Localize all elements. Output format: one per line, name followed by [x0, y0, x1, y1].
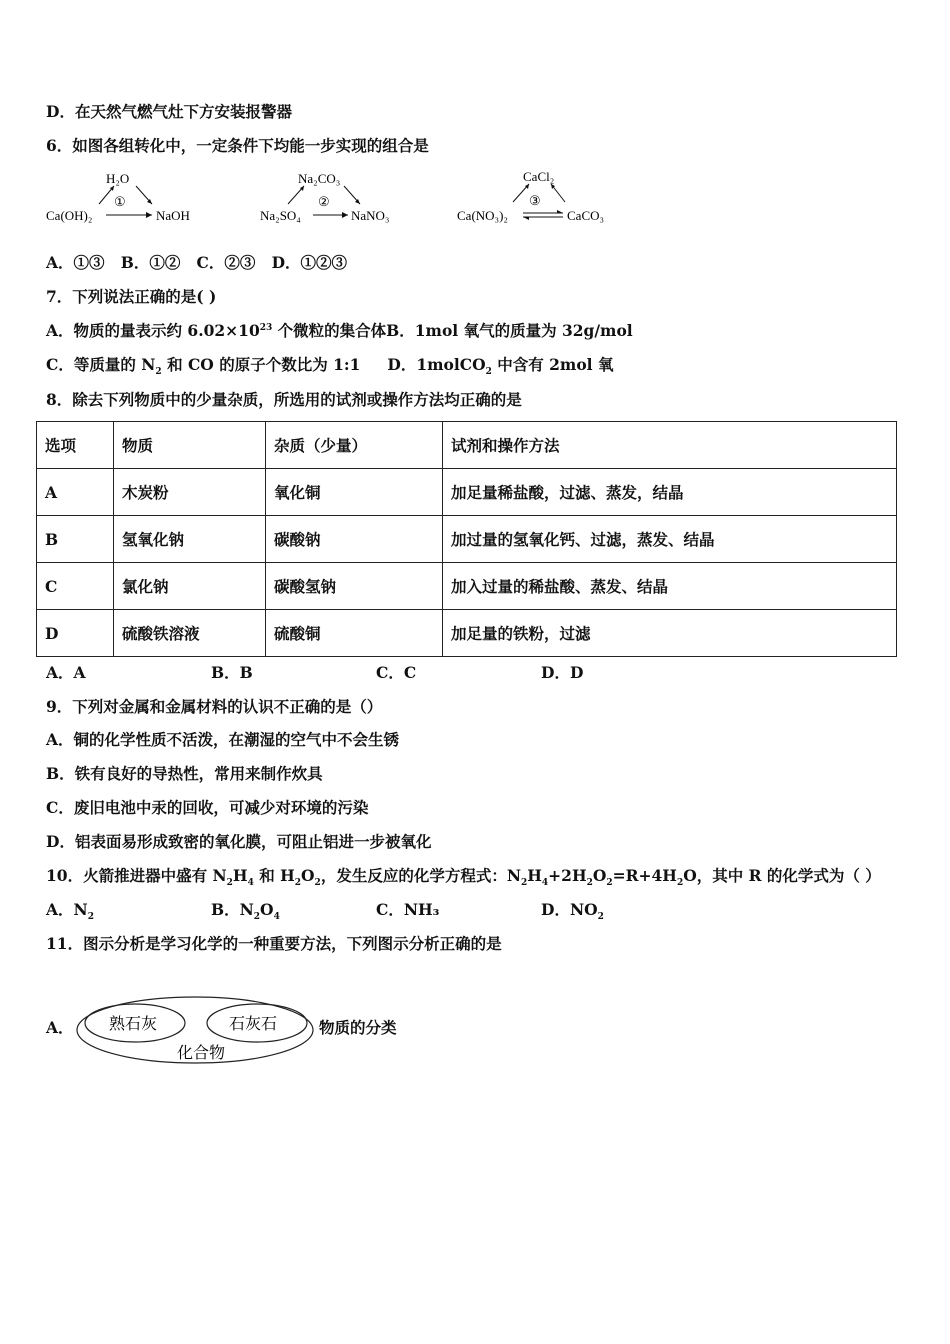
q10-option-d[interactable]: D．$NO_2$ [541, 900, 604, 923]
table-row [37, 469, 897, 516]
table-cell: 加足量稀盐酸，过滤、蒸发，结晶 [443, 469, 897, 516]
header-cell: 选项 [37, 422, 114, 469]
d3-num: ③ [529, 193, 541, 208]
table-cell: 加过量的氢氧化钙、过滤，蒸发、结晶 [443, 516, 897, 563]
q11-venn-diagram [74, 994, 320, 1070]
q7-stem: 7．下列说法正确的是( ) [46, 287, 217, 306]
d3-top: CaCl₂ [523, 169, 555, 184]
q7-options-ab [46, 321, 633, 341]
table-cell: A [37, 469, 114, 516]
d2-left: Na₂SO₄ [260, 208, 301, 223]
q10-option-a[interactable]: A．$N_2$ [46, 900, 94, 923]
table-row [37, 516, 897, 563]
q6-diagram-1 [44, 166, 214, 234]
header-cell: 杂质（少量） [266, 422, 443, 469]
q10-stem: 10．火箭推进器中盛有 $N_2H_4$ 和 $H_2O_2$，发生反应的化学方程式：$N_2H_4+2H_2O_2=R+4H_2O$，其中 R 的化学式为（ ） [46, 866, 881, 889]
table-cell: 碳酸钠 [266, 516, 443, 563]
table-cell: 氯化钠 [114, 563, 266, 610]
q9-option-d[interactable]: D．铝表面易形成致密的氧化膜，可阻止铝进一步被氧化 [46, 832, 432, 851]
d1-num: ① [114, 194, 126, 209]
header-cell: 物质 [114, 422, 266, 469]
table-header-row [37, 422, 897, 469]
q11-stem: 11．图示分析是学习化学的一种重要方法，下列图示分析正确的是 [46, 934, 502, 953]
q8-option-b[interactable]: B．B [211, 663, 253, 682]
q10-option-c[interactable]: C．NH₃ [376, 900, 440, 919]
inner-right-label: 石灰石 [229, 1014, 278, 1033]
table-cell: B [37, 516, 114, 563]
table-cell: D [37, 610, 114, 657]
d1-top: H₂O [106, 171, 130, 186]
d1-left: Ca(OH)₂ [46, 208, 93, 223]
q7-option-c[interactable]: C．等质量的 $N_2$ 和 CO 的原子个数比为 1:1 [46, 355, 361, 378]
q7-option-a[interactable]: A．物质的量表示约 $6.02\times 10^{23}$ 个微粒的集合体 [46, 321, 387, 340]
q7-option-b[interactable]: B．1mol 氧气的质量为 32g/mol [386, 321, 633, 340]
q10-option-b[interactable]: B．$N_2O_4$ [211, 900, 280, 923]
d3-left: Ca(NO₃)₂ [457, 208, 508, 223]
q10-options [46, 900, 604, 923]
q9-option-b[interactable]: B．铁有良好的导热性，常用来制作炊具 [46, 764, 323, 783]
inner-left-label: 熟石灰 [109, 1014, 158, 1033]
q8-option-a[interactable]: A．A [46, 663, 86, 682]
q6-option-c[interactable]: C．②③ [196, 253, 256, 272]
table-row [37, 563, 897, 610]
d2-right: NaNO₃ [351, 208, 390, 223]
q8-option-c[interactable]: C．C [376, 663, 417, 682]
q9-option-c[interactable]: C．废旧电池中汞的回收，可减少对环境的污染 [46, 798, 369, 817]
table-cell: 加足量的铁粉，过滤 [443, 610, 897, 657]
table-cell: C [37, 563, 114, 610]
table-cell: 氢氧化钠 [114, 516, 266, 563]
d2-num: ② [318, 194, 330, 209]
table-row [37, 610, 897, 657]
q11-caption: 物质的分类 [319, 1018, 397, 1037]
outer-label: 化合物 [177, 1043, 226, 1062]
q6-option-b[interactable]: B．①② [120, 253, 181, 272]
q6-options [46, 253, 347, 273]
d1-right: NaOH [156, 208, 190, 223]
q8-options [46, 663, 583, 683]
q8-option-d[interactable]: D．D [541, 663, 584, 682]
q6-option-a[interactable]: A．①③ [46, 253, 105, 272]
q6-stem: 6．如图各组转化中，一定条件下均能一步实现的组合是 [46, 136, 429, 155]
q9-stem: 9．下列对金属和金属材料的认识不正确的是（） [46, 697, 383, 716]
table-cell: 硫酸铁溶液 [114, 610, 266, 657]
q5-option-d: D．在天然气燃气灶下方安装报警器 [46, 102, 292, 121]
q7-option-d[interactable]: D．1molCO$_2$ 中含有 2mol 氧 [387, 355, 614, 378]
table-cell: 加入过量的稀盐酸、蒸发、结晶 [443, 563, 897, 610]
q6-option-d[interactable]: D．①②③ [271, 253, 348, 272]
table-cell: 氧化铜 [266, 469, 443, 516]
d3-right: CaCO₃ [567, 208, 605, 223]
q8-table [36, 421, 897, 657]
d2-top: Na₂CO₃ [298, 171, 341, 186]
q6-diagram-3 [455, 164, 625, 234]
q7-options-cd [46, 355, 614, 378]
q11-option-a-label[interactable]: A． [46, 1018, 74, 1037]
table-cell: 木炭粉 [114, 469, 266, 516]
q6-diagram-2 [258, 166, 418, 234]
q8-stem: 8．除去下列物质中的少量杂质，所选用的试剂或操作方法均正确的是 [46, 390, 522, 409]
q9-option-a[interactable]: A．铜的化学性质不活泼，在潮湿的空气中不会生锈 [46, 730, 400, 749]
table-cell: 碳酸氢钠 [266, 563, 443, 610]
header-cell: 试剂和操作方法 [443, 422, 897, 469]
table-cell: 硫酸铜 [266, 610, 443, 657]
